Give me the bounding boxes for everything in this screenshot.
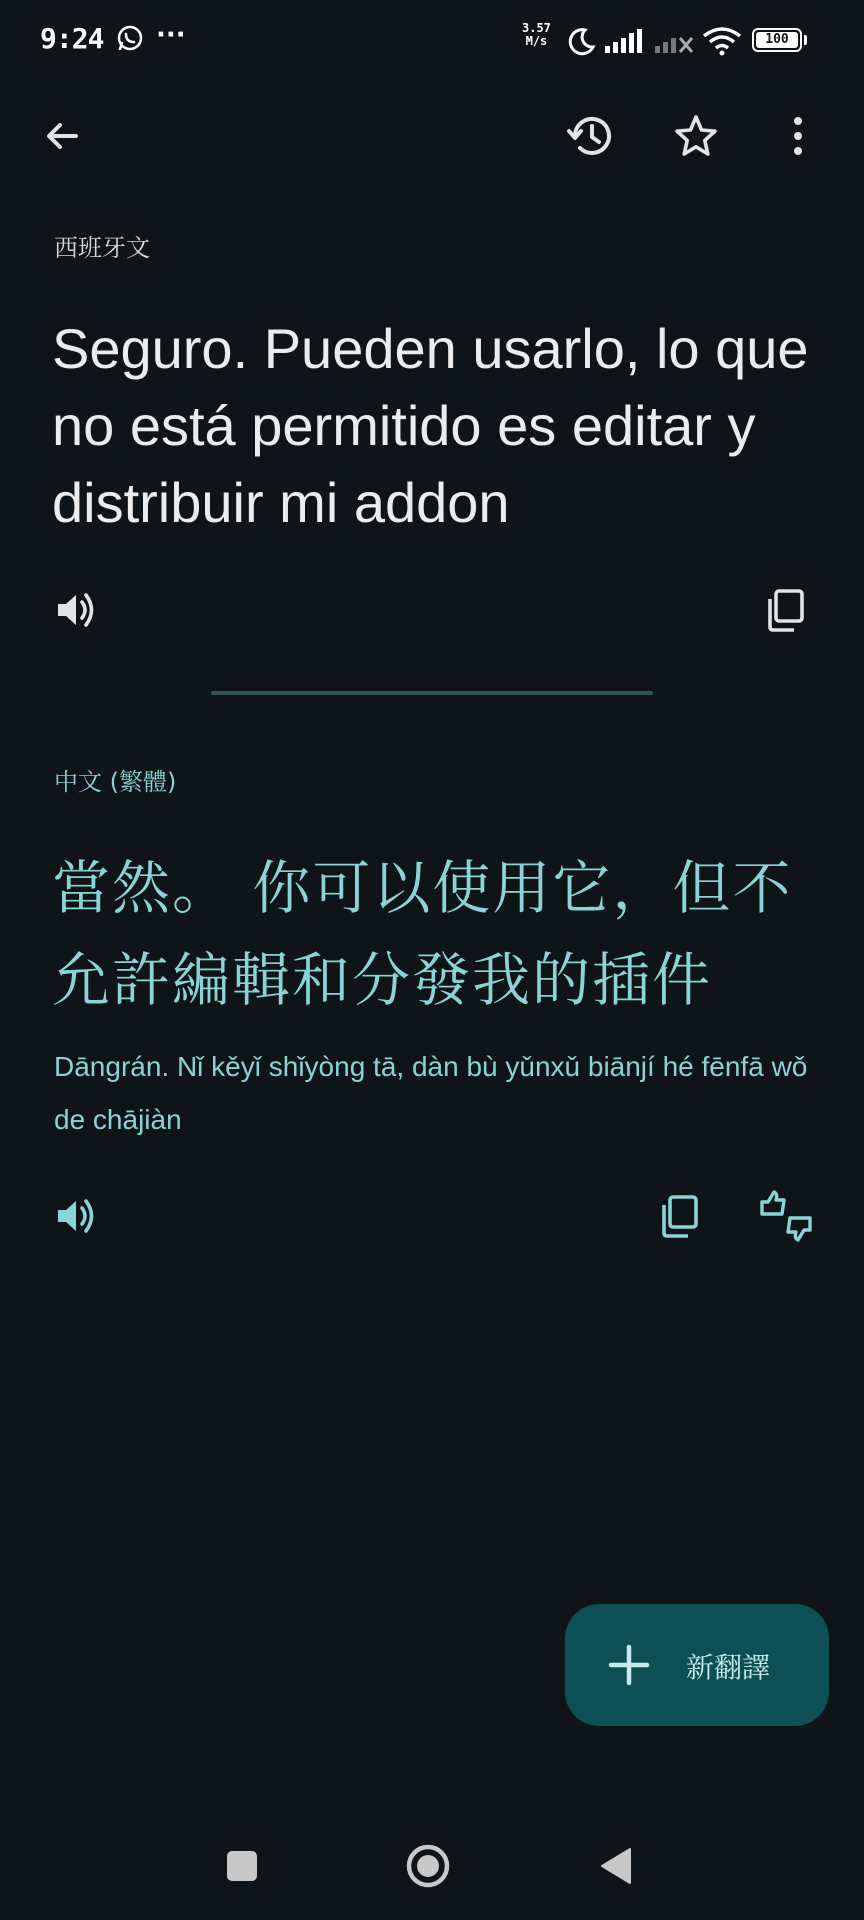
square-icon <box>225 1849 259 1883</box>
source-text[interactable]: Seguro. Pueden usarlo, lo que no está permitido es editar y distribuir mi addon <box>52 317 809 534</box>
home-button[interactable] <box>392 1830 464 1902</box>
source-speak-button[interactable] <box>48 582 104 638</box>
no-signal-icon <box>654 28 694 58</box>
more-options-button[interactable] <box>766 104 830 168</box>
signal-icon <box>604 28 646 58</box>
more-notifications-indicator: ··· <box>156 20 186 50</box>
history-icon <box>566 111 616 161</box>
section-divider[interactable] <box>211 691 653 695</box>
nav-back-button[interactable] <box>580 1830 652 1902</box>
network-speed-value: 3.57 <box>522 21 551 35</box>
more-vert-icon <box>790 114 806 158</box>
battery-level: 100 <box>756 32 798 48</box>
star-icon <box>673 113 719 159</box>
new-translation-label: 新翻譯 <box>686 1651 771 1684</box>
romanization-text: Dāngrán. Nǐ kěyǐ shǐyòng tā, dàn bù yǔnxǔ biānjí hé fēnfā wǒ de chājiàn <box>54 1051 808 1135</box>
target-language-label: 中文 (繁體) <box>54 768 177 796</box>
copy-icon <box>762 586 810 634</box>
network-speed-unit: M/s <box>525 34 548 48</box>
new-translation-button[interactable] <box>565 1604 829 1726</box>
feedback-button[interactable] <box>758 1188 814 1244</box>
source-language-label: 西班牙文 <box>54 234 150 262</box>
history-button[interactable] <box>559 104 623 168</box>
wifi-icon <box>702 26 742 60</box>
target-speak-button[interactable] <box>48 1188 104 1244</box>
status-bar <box>0 0 864 80</box>
plus-icon <box>605 1641 653 1689</box>
whatsapp-icon <box>116 24 144 56</box>
circle-icon <box>404 1842 452 1890</box>
copy-icon <box>656 1192 704 1240</box>
triangle-back-icon <box>598 1846 634 1886</box>
back-button[interactable] <box>30 104 94 168</box>
target-copy-button[interactable] <box>652 1188 708 1244</box>
thumbs-up-down-icon <box>758 1188 814 1244</box>
recents-button[interactable] <box>206 1830 278 1902</box>
source-copy-button[interactable] <box>758 582 814 638</box>
network-speed <box>522 22 551 48</box>
battery-tip <box>804 35 807 45</box>
speaker-icon <box>52 586 100 634</box>
target-text[interactable]: 當然。 你可以使用它，但不允許編輯和分發我的插件 <box>52 854 793 1014</box>
moon-icon <box>566 26 596 60</box>
back-arrow-icon <box>40 114 84 158</box>
speaker-icon <box>52 1192 100 1240</box>
battery-icon <box>752 28 802 52</box>
status-time: 9:24 <box>40 22 104 55</box>
favorite-button[interactable] <box>664 104 728 168</box>
